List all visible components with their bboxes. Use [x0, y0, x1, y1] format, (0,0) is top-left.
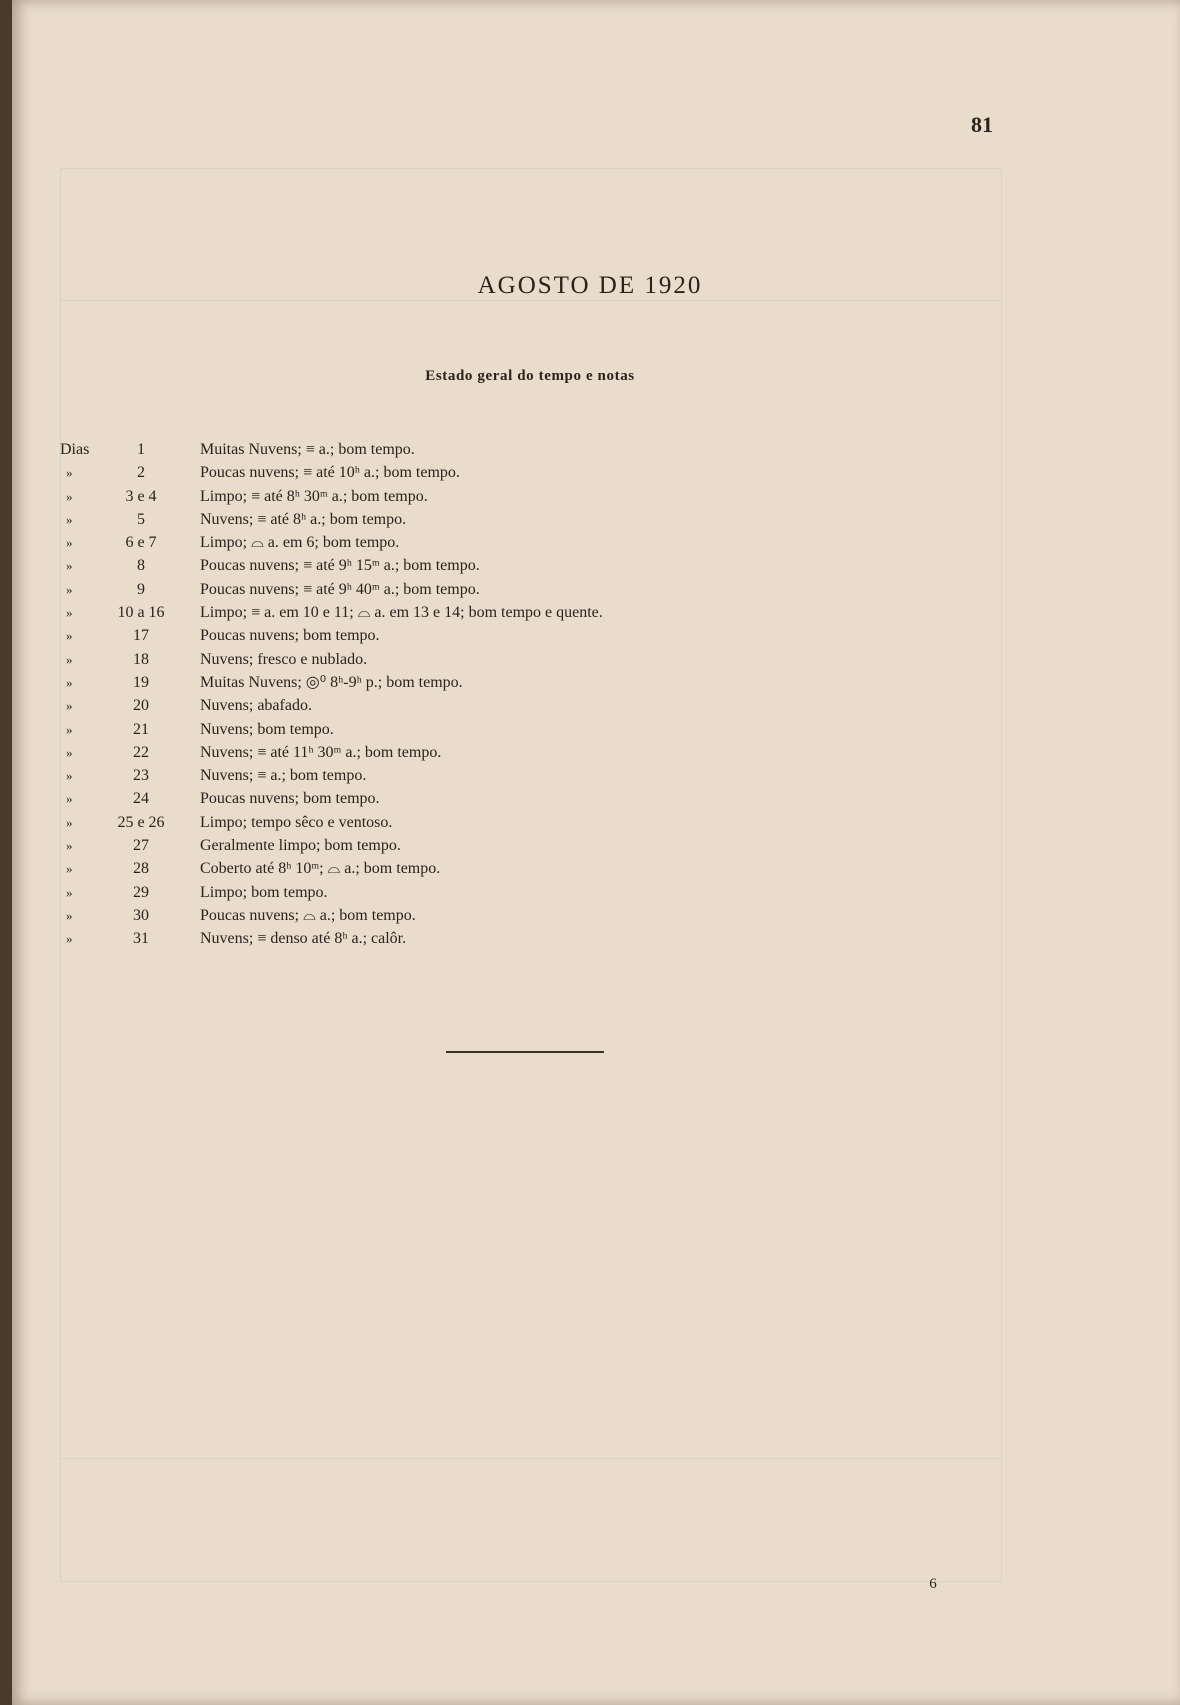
list-item — [0, 438, 1180, 461]
bleed-through-line — [60, 300, 1000, 301]
weather-note: Nuvens; ≡ a.; bom tempo. — [200, 767, 367, 785]
list-item — [0, 857, 1180, 880]
ditto-mark: » — [66, 907, 73, 923]
list-item — [0, 601, 1180, 624]
list-item — [0, 531, 1180, 554]
ditto-mark: » — [66, 768, 73, 784]
day-label: 28 — [133, 860, 149, 878]
list-item — [0, 671, 1180, 694]
day-label: 2 — [137, 464, 145, 482]
day-label: 3 e 4 — [125, 487, 157, 505]
weather-note: Poucas nuvens; ⌓ a.; bom tempo. — [200, 906, 416, 924]
ditto-mark: » — [66, 744, 73, 760]
ditto-mark: » — [66, 465, 73, 481]
weather-note: Nuvens; ≡ até 8ʰ a.; bom tempo. — [200, 510, 407, 528]
day-label: 22 — [133, 743, 149, 761]
day-label: 20 — [133, 697, 149, 715]
ditto-mark: » — [66, 558, 73, 574]
weather-notes-list — [0, 438, 1180, 951]
weather-note: Muitas Nuvens; ◎⁰ 8ʰ-9ʰ p.; bom tempo. — [200, 673, 463, 691]
ditto-mark: » — [66, 814, 73, 830]
day-label: 31 — [133, 930, 149, 948]
ditto-mark: » — [66, 698, 73, 714]
list-item — [0, 624, 1180, 647]
weather-note: Limpo; ≡ a. em 10 e 11; ⌓ a. em 13 e 14; bom tempo e quente. — [200, 604, 603, 622]
bleed-through-line — [60, 1458, 1000, 1459]
weather-note: Nuvens; bom tempo. — [200, 720, 334, 738]
list-item — [0, 694, 1180, 717]
weather-note: Geralmente limpo; bom tempo. — [200, 837, 401, 855]
list-item — [0, 881, 1180, 904]
day-label: 30 — [133, 906, 149, 924]
day-label: 29 — [133, 883, 149, 901]
weather-note: Poucas nuvens; bom tempo. — [200, 790, 380, 808]
day-label: 21 — [133, 720, 149, 738]
list-item — [0, 508, 1180, 531]
list-item — [0, 554, 1180, 577]
ditto-mark: » — [66, 605, 73, 621]
ditto-mark: » — [66, 581, 73, 597]
list-item — [0, 927, 1180, 950]
ditto-mark: » — [66, 791, 73, 807]
ditto-mark: » — [66, 721, 73, 737]
list-item — [0, 787, 1180, 810]
day-label: 24 — [133, 790, 149, 808]
signature-mark: 6 — [929, 1576, 937, 1592]
weather-note: Poucas nuvens; ≡ até 9ʰ 15ᵐ a.; bom tempo. — [200, 557, 480, 575]
list-item — [0, 741, 1180, 764]
section-subtitle: Estado geral do tempo e notas — [425, 368, 635, 384]
weather-note: Poucas nuvens; bom tempo. — [200, 627, 380, 645]
list-item — [0, 904, 1180, 927]
weather-note: Poucas nuvens; ≡ até 9ʰ 40ᵐ a.; bom tempo. — [200, 580, 480, 598]
weather-note: Limpo; tempo sêco e ventoso. — [200, 813, 393, 831]
day-label: 10 a 16 — [117, 604, 165, 622]
ditto-mark: » — [66, 931, 73, 947]
weather-note: Nuvens; ≡ até 11ʰ 30ᵐ a.; bom tempo. — [200, 743, 442, 761]
day-label: 19 — [133, 673, 149, 691]
day-label: 18 — [133, 650, 149, 668]
day-label: 1 — [137, 441, 145, 458]
ditto-mark: » — [66, 651, 73, 667]
list-item — [0, 834, 1180, 857]
weather-note: Limpo; ⌓ a. em 6; bom tempo. — [200, 534, 400, 552]
weather-note: Muitas Nuvens; ≡ a.; bom tempo. — [200, 441, 415, 458]
list-item — [0, 764, 1180, 787]
dias-label: Dias — [60, 441, 90, 458]
ditto-mark: » — [66, 511, 73, 527]
list-item — [0, 461, 1180, 484]
ditto-mark: » — [66, 535, 73, 551]
list-item — [0, 648, 1180, 671]
weather-note: Nuvens; abafado. — [200, 697, 312, 715]
day-label: 6 e 7 — [125, 534, 157, 552]
page-title: AGOSTO DE 1920 — [477, 272, 703, 299]
ditto-mark: » — [66, 838, 73, 854]
ditto-mark: » — [66, 674, 73, 690]
list-item — [0, 718, 1180, 741]
ditto-mark: » — [66, 488, 73, 504]
list-item — [0, 811, 1180, 834]
ditto-mark: » — [66, 628, 73, 644]
closing-rule — [446, 1051, 604, 1053]
day-label: 23 — [133, 767, 149, 785]
weather-note: Poucas nuvens; ≡ até 10ʰ a.; bom tempo. — [200, 464, 460, 482]
list-item — [0, 578, 1180, 601]
weather-note: Nuvens; ≡ denso até 8ʰ a.; calôr. — [200, 930, 407, 948]
weather-note: Coberto até 8ʰ 10ᵐ; ⌓ a.; bom tempo. — [200, 860, 441, 878]
day-label: 9 — [137, 580, 145, 598]
weather-note: Limpo; bom tempo. — [200, 883, 328, 901]
page-number: 81 — [971, 112, 993, 137]
weather-note: Nuvens; fresco e nublado. — [200, 650, 368, 668]
day-label: 8 — [137, 557, 145, 575]
list-item — [0, 485, 1180, 508]
ditto-mark: » — [66, 884, 73, 900]
ditto-mark: » — [66, 861, 73, 877]
day-label: 25 e 26 — [117, 813, 165, 831]
day-label: 27 — [133, 837, 149, 855]
weather-note: Limpo; ≡ até 8ʰ 30ᵐ a.; bom tempo. — [200, 487, 428, 505]
day-label: 5 — [137, 510, 145, 528]
day-label: 17 — [133, 627, 149, 645]
